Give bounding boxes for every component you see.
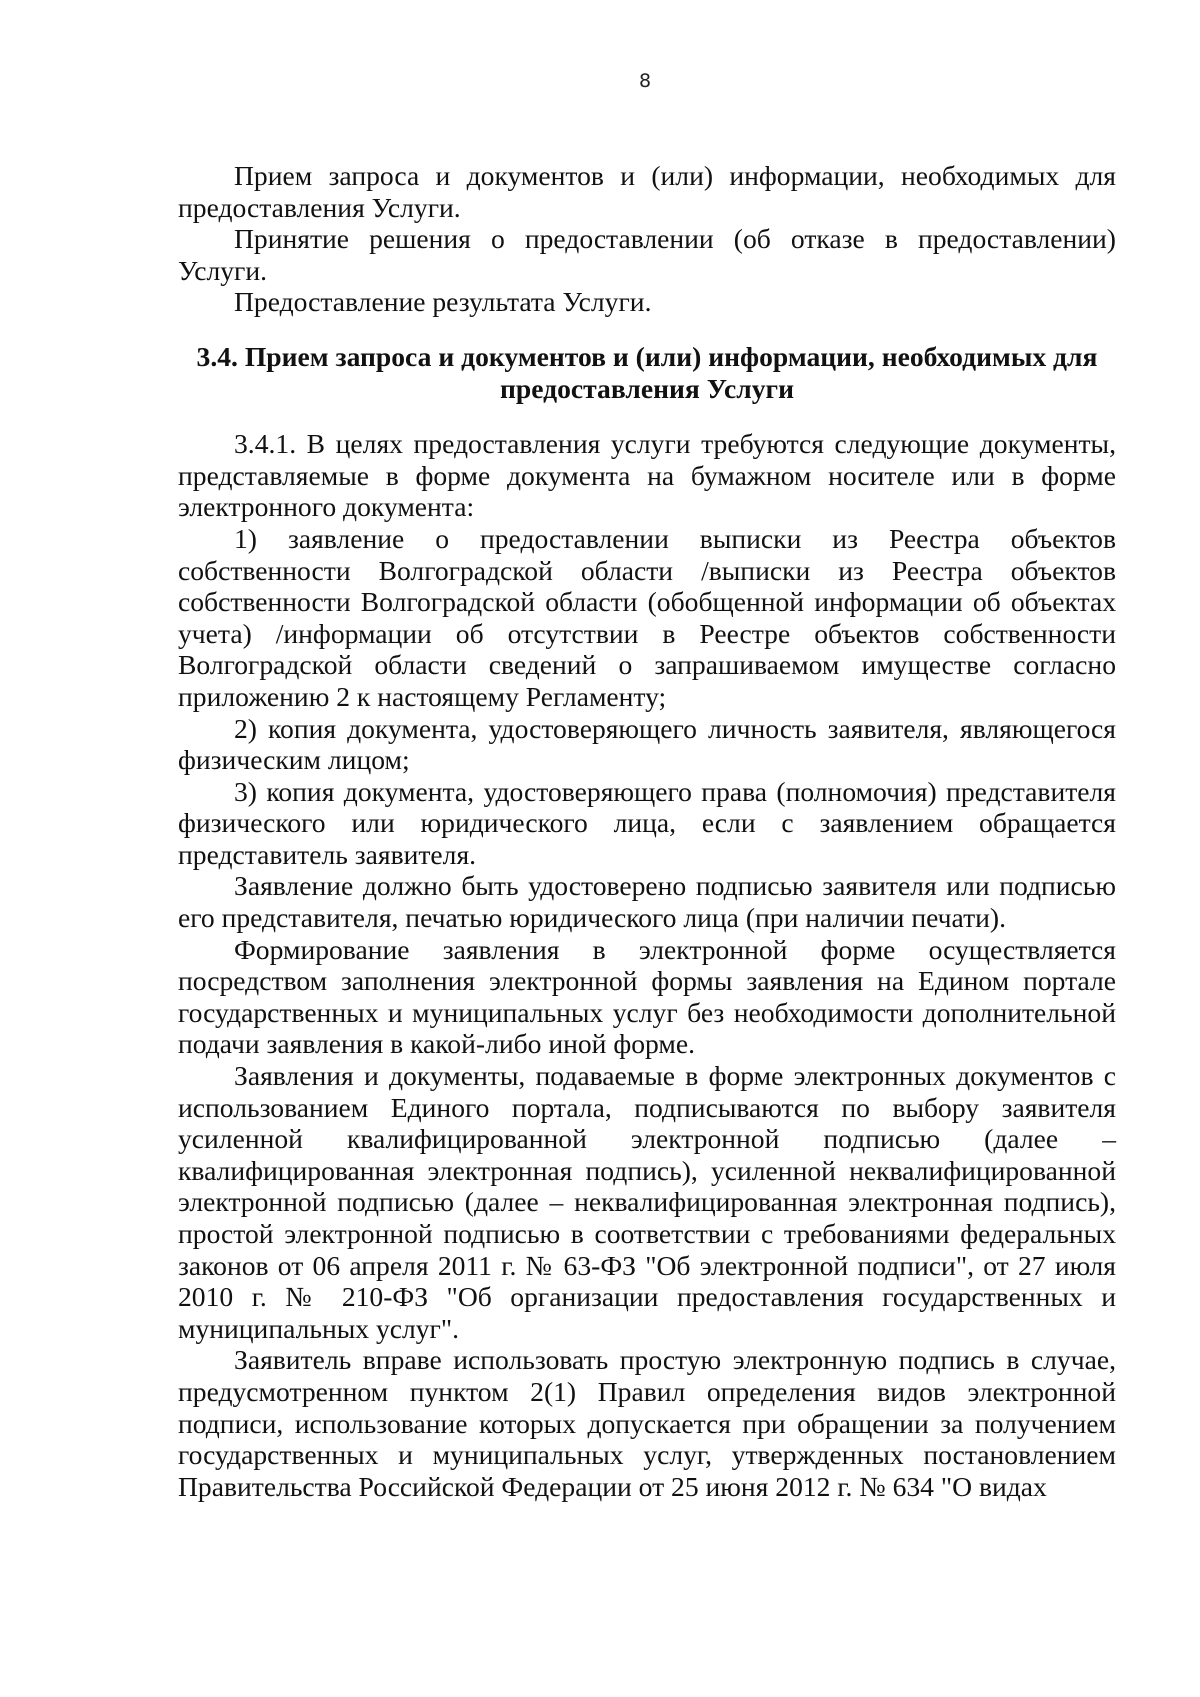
- body-paragraph-8: Заявитель вправе использовать простую электронную подпись в случае, предусмотренном пунктом 2(1) Правил определения видов электронной подписи, использование которых допускается при обращении за получением государственных и муниципальных услуг, утвержденных постановлением Правительства Российской Федерации от 25 июня 2012 г. № 634 "О видах: [178, 1344, 1116, 1502]
- section-heading-line1: 3.4. Прием запроса и документов и (или) информации, необходимых для: [196, 340, 1098, 372]
- section-heading: [178, 341, 1116, 404]
- body-paragraph-6: Формирование заявления в электронной форме осуществляется посредством заполнения электронной формы заявления на Едином портале государственных и муниципальных услуг без необходимости дополнительной подачи заявления в какой-либо иной форме.: [178, 933, 1116, 1060]
- body-paragraph-4: 3) копия документа, удостоверяющего права (полномочия) представителя физического или юридического лица, если с заявлением обращается представитель заявителя.: [178, 775, 1116, 870]
- intro-paragraph-2: Принятие решения о предоставлении (об отказе в предоставлении) Услуги.: [178, 223, 1116, 286]
- body-paragraph-7: Заявления и документы, подаваемые в форме электронных документов с использованием Единого портала, подписываются по выбору заявителя усиленной квалифицированной электронной подписью (далее – квалифицированная электронная подпись), усиленной неквалифицированной электронной подписью (далее – неквалифицированная электронная подпись), простой электронной подписью в соответствии с требованиями федеральных законов от 06 апреля 2011 г. № 63-ФЗ "Об электронной подписи", от 27 июля 2010 г. № 210-ФЗ "Об организации предоставления государственных и муниципальных услуг".: [178, 1060, 1116, 1344]
- document-body: [178, 160, 1116, 1502]
- body-paragraph-2: 1) заявление о предоставлении выписки из Реестра объектов собственности Волгоградской области /выписки из Реестра объектов собственности Волгоградской области (обобщенной информации об объектах учета) /информации об отсутствии в Реестре объектов собственности Волгоградской области сведений о запрашиваемом имуществе согласно приложению 2 к настоящему Регламенту;: [178, 522, 1116, 712]
- page-number: 8: [638, 70, 652, 92]
- section-heading-line2: предоставления Услуги: [500, 372, 794, 404]
- body-paragraph-5: Заявление должно быть удостоверено подписью заявителя или подписью его представителя, печатью юридического лица (при наличии печати).: [178, 870, 1116, 934]
- body-paragraph-3: 2) копия документа, удостоверяющего личность заявителя, являющегося физическим лицом;: [178, 712, 1116, 776]
- intro-paragraph-3: Предоставление результата Услуги.: [234, 286, 652, 318]
- body-paragraph-1: 3.4.1. В целях предоставления услуги требуются следующие документы, представляемые в форме документа на бумажном носителе или в форме электронного документа:: [178, 428, 1116, 523]
- intro-paragraph-1: Прием запроса и документов и (или) информации, необходимых для предоставления Услуги.: [178, 160, 1116, 223]
